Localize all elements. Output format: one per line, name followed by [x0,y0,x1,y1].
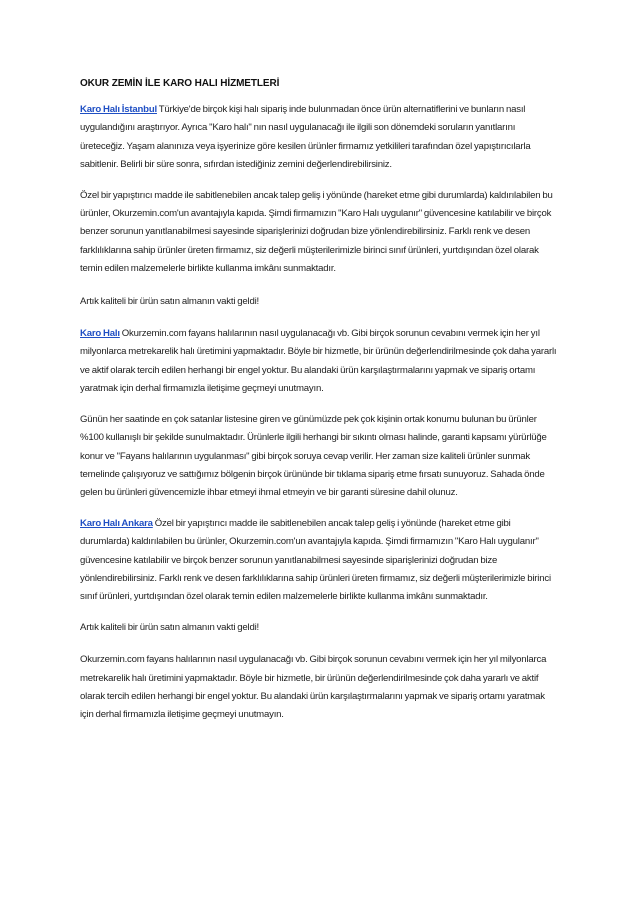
paragraph-6 [80,515,560,607]
paragraph-2 [80,187,560,279]
paragraph-4-text: Okurzemin.com fayans halılarının nasıl uygulanacağı vb. Gibi birçok sorunun cevabını vermek için her yıl milyonlarca metrekarelik halı üretimini yapmaktadır. Böyle bir hizmetle, bir ürünün değerlendirilmesinde çok daha yararlı ve aktif olarak tercih edilen herhangi bir engel yoktur. Bu alandaki ürün karşılaştırmalarını yapmak ve sipariş ortamı yaratmak için derhal firmamızla iletişime geçmeyi unutmayın. [80,328,557,395]
paragraph-7-text: Artık kaliteli bir ürün satın almanın vakti geldi! [80,621,259,633]
paragraph-2-text: Özel bir yapıştırıcı madde ile sabitlenebilen ancak talep geliş i yönünde (hareket etme gibi durumlarda) kaldırılabilen bu ürünler, Okurzemin.com'un avantajıyla kapıda. Şimdi firmamızın "Karo Halı uygulanır" güvencesine katılabilir ve birçok benzer sorunun yanıtlanabilmesi sayesinde siparişlerinizi doğrudan bize yönlendirebilirsiniz. Farklı renk ve desen farklılıklarına sahip ürünler üreten firmamız, siz değerli müşterilerimizle birinci sınıf ürünleri, yurtdışından özel olarak temin edilen malzemelerle birlikte kullanma imkânı sunmaktadır. [80,189,553,275]
document-page [80,78,560,737]
karo-hali-istanbul-link[interactable]: Karo Halı İstanbul [80,104,157,115]
paragraph-8 [80,651,560,725]
paragraph-8-text: Okurzemin.com fayans halılarının nasıl uygulanacağı vb. Gibi birçok sorunun cevabını vermek için her yıl milyonlarca metrekarelik halı üretimini yapmaktadır. Böyle bir hizmetle, bir ürünün değerlendirilmesinde çok daha yararlı ve aktif olarak tercih edilen herhangi bir engel yoktur. Bu alandaki ürün karşılaştırmalarını yapmak ve sipariş ortamı yaratmak için derhal firmamızla iletişime geçmeyi unutmayın. [80,654,547,721]
document-title: OKUR ZEMİN İLE KARO HALI HİZMETLERİ [80,78,280,89]
paragraph-1 [80,101,560,175]
karo-hali-link[interactable]: Karo Halı [80,328,120,340]
paragraph-3-text: Artık kaliteli bir ürün satın almanın vakti geldi! [80,295,259,307]
paragraph-7 [80,619,560,637]
paragraph-5-text: Günün her saatinde en çok satanlar listesine giren ve günümüzde pek çok kişinin ortak konumu bulunan bu ürünler %100 kullanışlı bir şekilde sunulmaktadır. Ürünlerle ilgili herhangi bir sıkıntı olması halinde, garanti kapsamı yürürlüğe konur ve "Fayans halılarının uygulanması" gibi birçok soruya cevap verilir. Her zaman size kaliteli ürünler sunmak temelinde çalışıyoruz ve sattığımız bölgenin birçok ürününde bir tıklama sipariş etme fırsatı sunuyoruz. Sahada önde gelen bu ürünleri güvencemizle ihbar etmeyi ihmal etmeyin ve bir garanti süresine dahil olunuz. [80,413,547,499]
paragraph-3 [80,293,560,311]
karo-hali-ankara-link[interactable]: Karo Halı Ankara [80,517,153,529]
paragraph-6-text: Özel bir yapıştırıcı madde ile sabitlenebilen ancak talep geliş i yönünde (hareket etme gibi durumlarda) kaldırılabilen bu ürünler, Okurzemin.com'un avantajıyla kapıda. Şimdi firmamızın "Karo Halı uygulanır" güvencesine katılabilir ve birçok benzer sorunun yanıtlanabilmesi sayesinde siparişlerinizi doğrudan bize yönlendirebilirsiniz. Farklı renk ve desen farklılıklarına sahip ürünleri üreten firmamız, siz değerli müşterilerimizle birinci sınıf ürünleri, yurtdışından özel olarak temin edilen malzemelerle birlikte kullanma imkânı sunmaktadır. [80,517,551,603]
paragraph-1-text: Türkiye'de birçok kişi halı sipariş inde bulunmadan önce ürün alternatiflerini ve bunların nasıl uygulandığını araştırıyor. Ayrıca "Karo halı" nın nasıl uygulanacağı ile ilgili son dönemdeki soruların yanıtlarını üreteceğiz. Yaşam alanınıza veya işyerinize göre kesilen ürünler firmamız yetkilileri tarafından özel yapıştırıcılarla sabitlenir. Belirli bir süre sonra, sıfırdan istediğiniz zemini değerlendirebilirsiniz. [80,104,531,171]
paragraph-4 [80,325,560,399]
paragraph-5 [80,411,560,503]
